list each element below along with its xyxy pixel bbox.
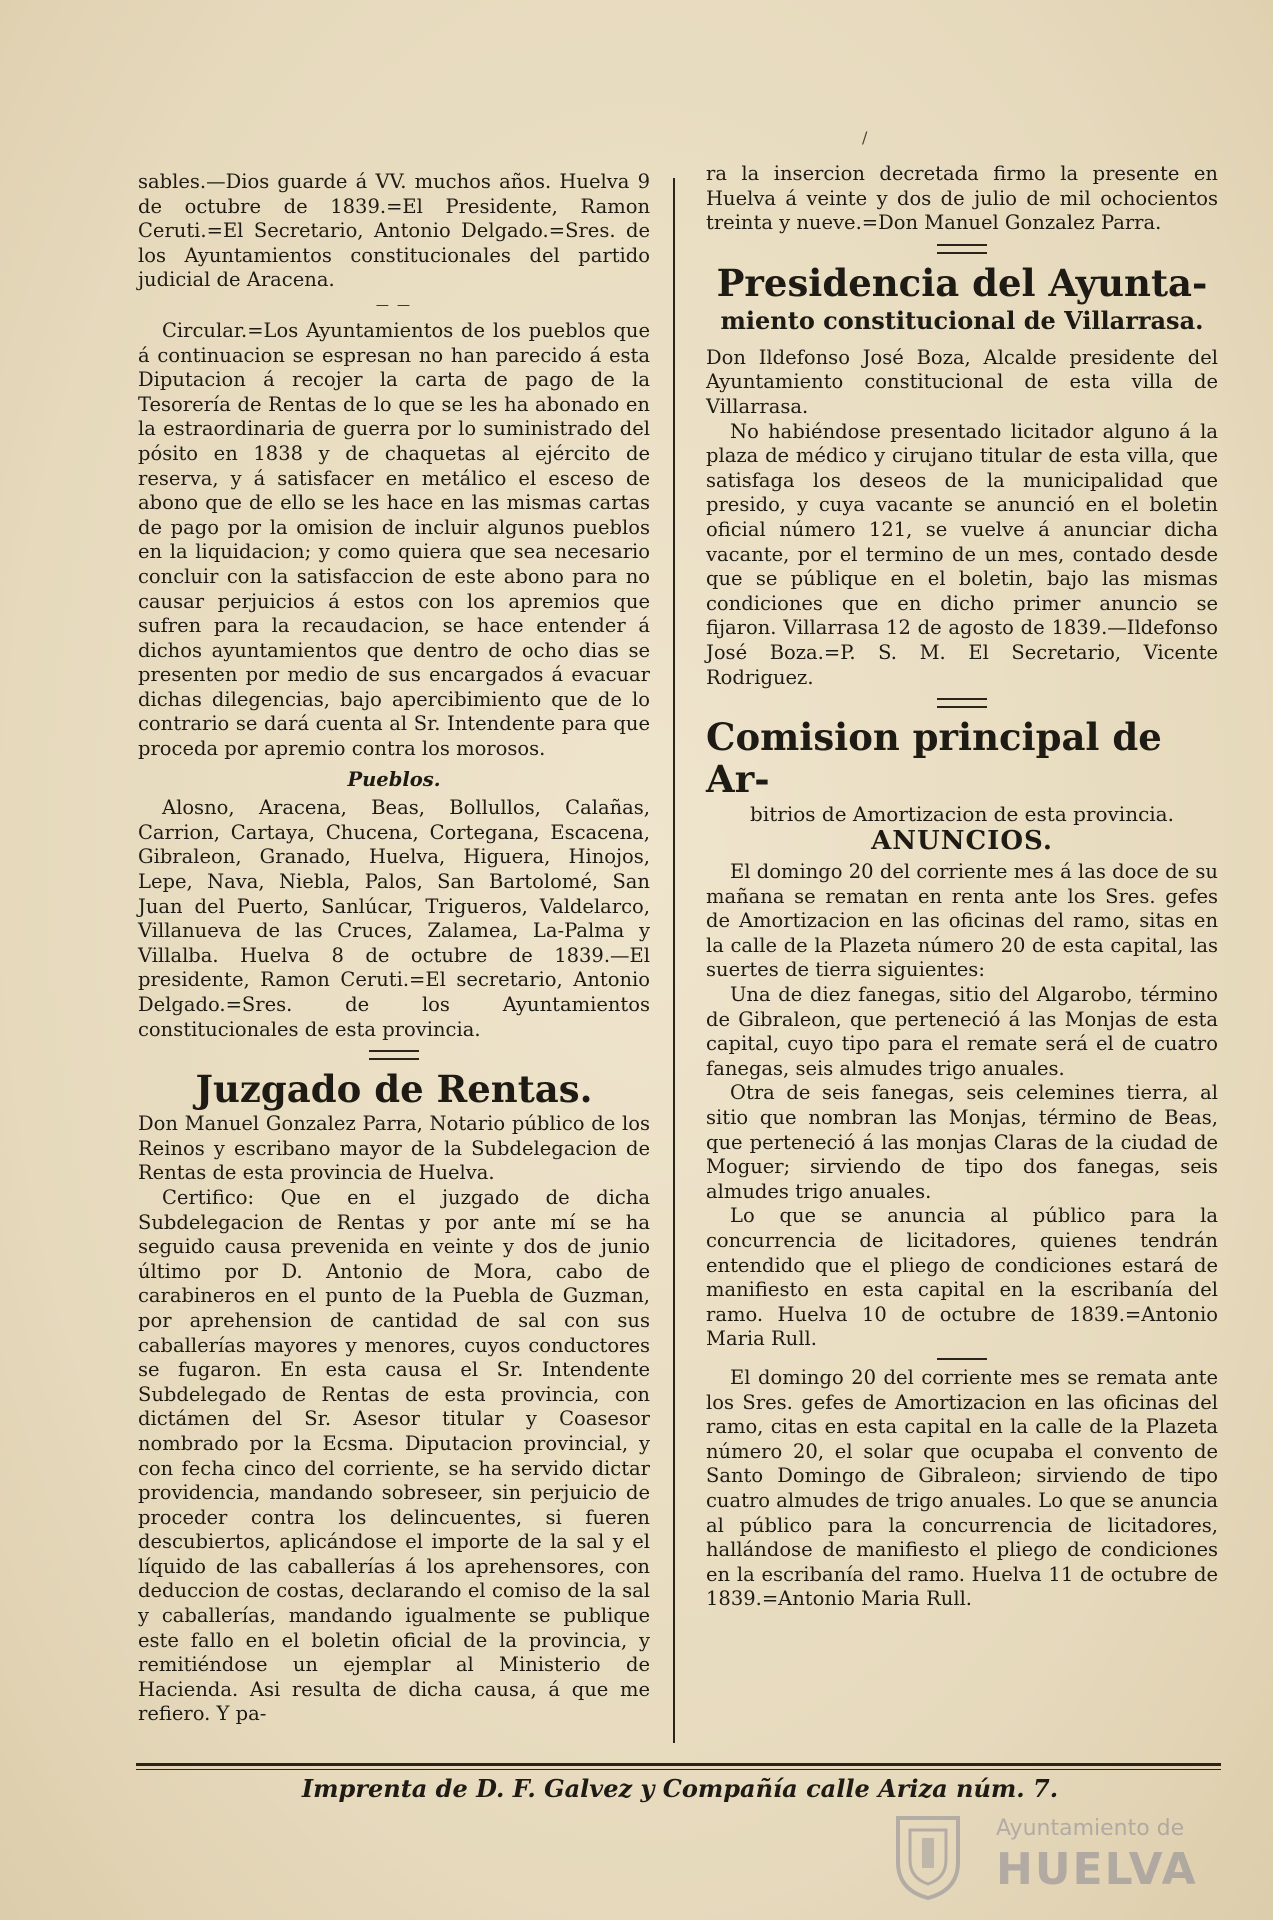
heading-comision: Comision principal de Ar-: [706, 715, 1162, 802]
anuncio-1-lote-2: Otra de seis fanegas, seis celemines tierra, al sitio que nombran las Monjas, término de Beas, que perteneció á las monjas Claras de la ciudad de Moguer; sirviendo de tipo dos fanegas, seis almudes trigo anuales.: [706, 1081, 1218, 1203]
left-paragraph-1: sables.—Dios guarde á VV. muchos años. Huelva 9 de octubre de 1839.=El Presidente, Ramon Ceruti.=El Secretario, Antonio Delgado.=Sres. de los Ayuntamientos constitucionales del partido judicial de Aracena.: [138, 170, 650, 292]
column-divider: [673, 178, 675, 1743]
juzgado-certifico: Certifico: Que en el juzgado de dicha Subdelegacion de Rentas y por ante mí se ha seguido causa prevenida en veinte y dos de junio último por D. Antonio de Mora, cabo de carabineros en el punto de la Puebla de Guzman, por aprehension de cantidad de sal con sus caballerías mayores y menores, cuyos conductores se fugaron. En esta causa el Sr. Intendente Subdelegado de Rentas de esta provincia, con dictámen del Sr. Asesor titular y Coasesor nombrado por la Ecsma. Diputacion provincial, y con fecha cinco del corriente, se ha servido dictar providencia, mandando sobreseer, sin perjuicio de proceder contra los delincuentes, si fueren descubiertos, aplicándose el importe de la sal y el líquido de las caballerías á los aprehensores, con deduccion de costas, declarando el comiso de la sal y caballerías, mandando igualmente se publique este fallo en el boletin oficial de la provincia, y remitiéndose un ejemplar al Ministerio de Hacienda. Asi resulta de dicha causa, á que me refiero. Y pa-: [138, 1185, 650, 1726]
right-column: [706, 162, 1218, 1612]
watermark-text-big: HUELVA: [996, 1844, 1198, 1895]
anuncio-1-intro: El domingo 20 del corriente mes á las doce de su mañana se rematan en renta ante los Sres. gefes de Amortizacion en las oficinas del ramo, sitas en la calle de la Plazeta número 20 de esta capital, las suertes de tierra siguientes:: [706, 860, 1218, 982]
anuncio-1-lote-1: Una de diez fanegas, sitio del Algarobo, término de Gibraleon, que perteneció á las Monjas de esta capital, cuyo tipo para el remate será el de cuatro fanegas, seis almudes trigo anuales.: [706, 983, 1218, 1080]
page-mark: /: [862, 128, 868, 147]
heading-presidencia: Presidencia del Ayunta-: [716, 260, 1208, 305]
subheading-comision: bitrios de Amortizacion de esta provincia.: [750, 802, 1174, 827]
left-column: [138, 170, 650, 1727]
ayuntamiento-watermark: [870, 1812, 1200, 1902]
anuncio-2: El domingo 20 del corriente mes se remata ante los Sres. gefes de Amortizacion en las oficinas del ramo, citas en esta capital en la calle de la Plazeta número 20, el solar que ocupaba el convento de Santo Domingo de Gibraleon; sirviendo de tipo cuatro almudes de trigo anuales. Lo que se anuncia al público para la concurrencia de licitadores, hallándose de manifiesto el pliego de condiciones en la escribanía del ramo. Huelva 11 de octubre de 1839.=Antonio Maria Rull.: [706, 1365, 1218, 1611]
imprint-footer: Imprenta de D. F. Galvez y Compañía calle Ariza núm. 7.: [301, 1774, 1059, 1803]
footer-rule-thin: [136, 1769, 1221, 1770]
presidencia-anuncio: No habiéndose presentado licitador alguno á la plaza de médico y cirujano titular de esta villa, que satisfaga los deseos de la municipalidad que presido, y cuya vacante se anunció en el boletin oficial número 121, se vuelve á anunciar dicha vacante, por el termino de un mes, contado desde que se públique en el boletin, bajo las mismas condiciones que en dicho primer anuncio se fijaron. Villarrasa 12 de agosto de 1839.—Ildefonso José Boza.=P. S. M. El Secretario, Vicente Rodriguez.: [706, 419, 1218, 689]
presidencia-intro: Don Ildefonso José Boza, Alcalde presidente del Ayuntamiento constitucional de esta villa de Villarrasa.: [706, 345, 1218, 418]
separator-double-rule: [937, 244, 987, 254]
separator-double-rule: [937, 698, 987, 708]
pueblos-title: Pueblos.: [347, 767, 441, 791]
pueblos-list: Alosno, Aracena, Beas, Bollullos, Calañas, Carrion, Cartaya, Chucena, Cortegana, Escacena, Gibraleon, Granado, Huelva, Higuera, Hinojos, Lepe, Nava, Niebla, Palos, San Bartolomé, San Juan del Puerto, Sanlúcar, Trigueros, Valdelarco, Villanueva de las Cruces, Zalamea, La-Palma y Villalba. Huelva 8 de octubre de 1839.—El presidente, Ramon Ceruti.=El secretario, Antonio Delgado.=Sres. de los Ayuntamientos constitucionales de esta provincia.: [138, 796, 650, 1041]
heading-juzgado: Juzgado de Rentas.: [195, 1067, 593, 1112]
subheading-presidencia: miento constitucional de Villarrasa.: [720, 305, 1204, 335]
right-paragraph-1: ra la insercion decretada firmo la presente en Huelva á veinte y dos de julio de mil ochocientos treinta y nueve.=Don Manuel Gonzalez Parra.: [706, 162, 1218, 235]
anuncio-1-cierre: Lo que se anuncia al público para la concurrencia de licitadores, quienes tendrán entendido que el pliego de condiciones estará de manifiesto en esta capital en la escribanía del ramo. Huelva 10 de octubre de 1839.=Antonio Maria Rull.: [706, 1204, 1218, 1351]
separator-double-rule: [369, 1050, 419, 1060]
juzgado-intro: Don Manuel Gonzalez Parra, Notario público de los Reinos y escribano mayor de la Subdelegacion de Rentas de esta provincia de Huelva.: [138, 1112, 650, 1185]
footer-rule-thick: [136, 1763, 1221, 1766]
heading-anuncios: ANUNCIOS.: [871, 826, 1053, 857]
circular-paragraph: Circular.=Los Ayuntamientos de los pueblos que á continuacion se espresan no han parecido á esta Diputacion á recojer la carta de pago de la Tesorería de Rentas de lo que se les ha abonado en la estraordinaria de guerra por lo suministrado del pósito en 1838 y de chaquetas al ejército de reserva, y á satisfacer en metálico el esceso de abono que de ello se les hace en las mismas cartas de pago por la omision de incluir algunos pueblos en la liquidacion; y como quiera que sea necesario concluir con la satisfaccion de este abono para no causar perjuicios á estos con los apremios que sufren para la recaudacion, se hace entender á dichos ayuntamientos que dentro de ocho dias se presenten por medio de sus encargados á evacuar dichas dilegencias, bajo apercibimiento que de lo contrario se dará cuenta al Sr. Intendente para que proceda por apremio contra los morosos.: [138, 318, 650, 761]
separator-dashes: — —: [375, 297, 413, 313]
city-seal-icon: [878, 1812, 978, 1900]
separator-rule: [937, 1358, 987, 1360]
watermark-text-small: Ayuntamiento de: [996, 1816, 1185, 1841]
